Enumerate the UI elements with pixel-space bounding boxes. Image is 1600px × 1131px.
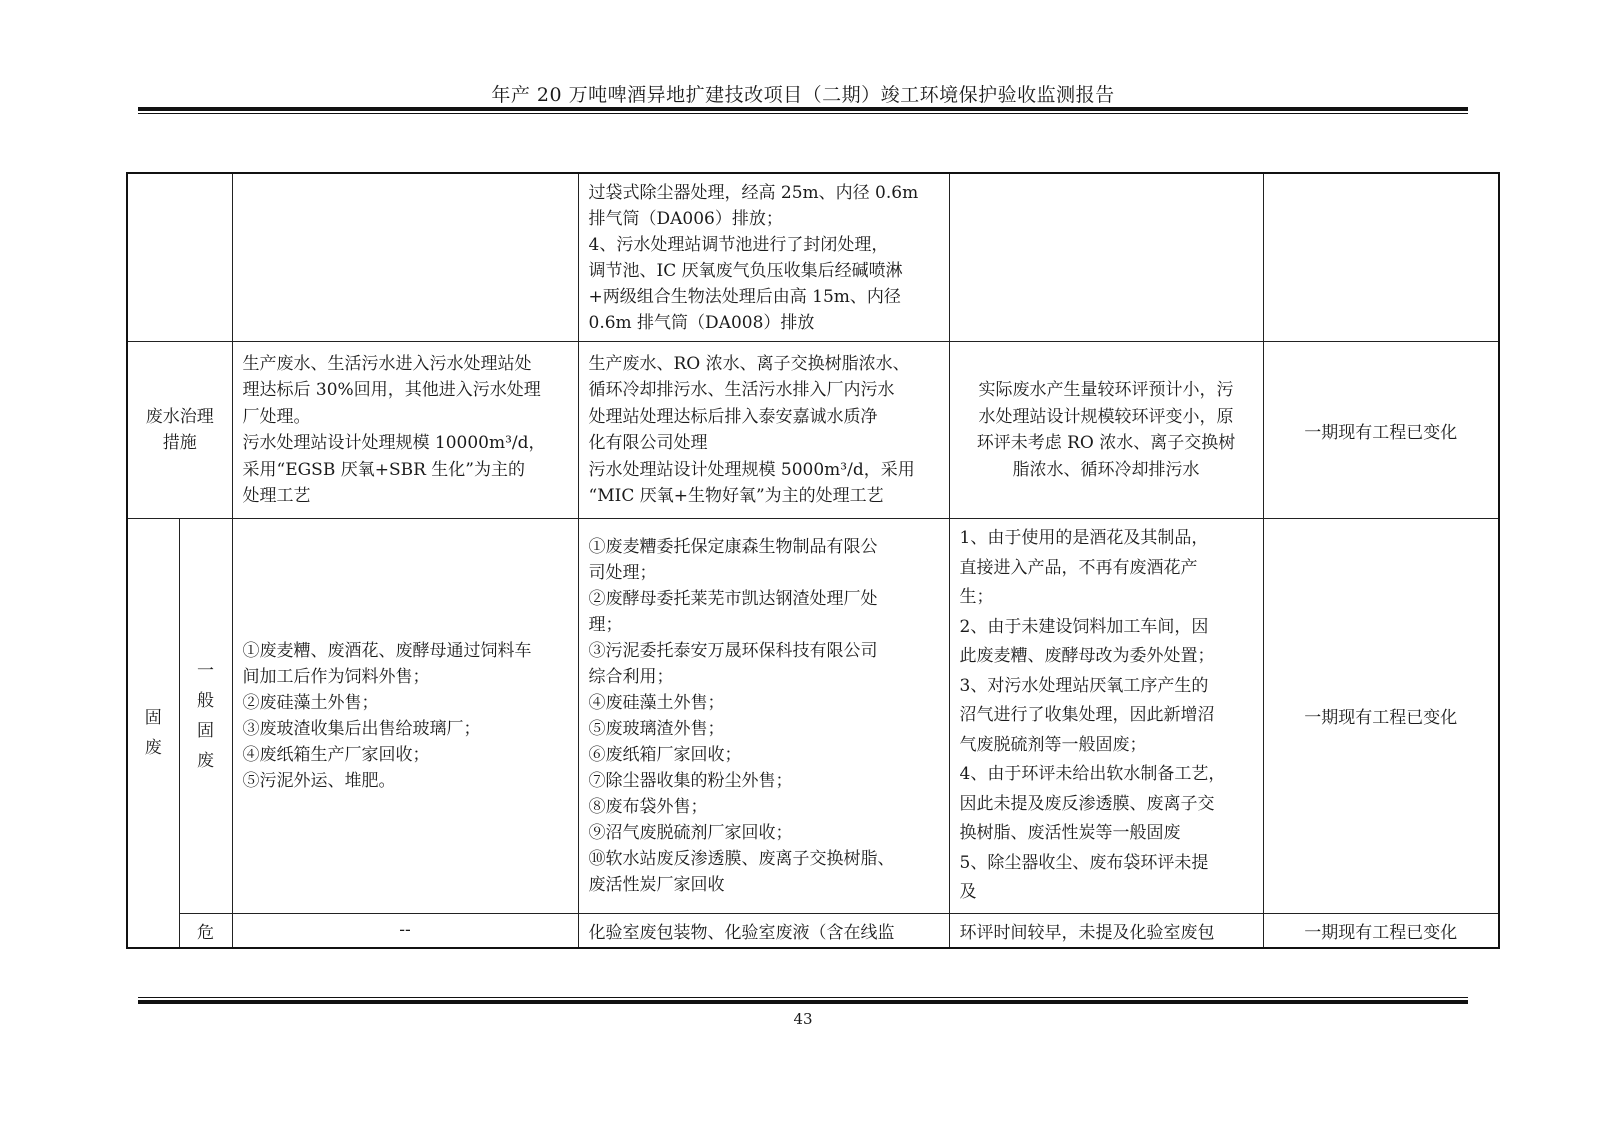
- subcategory-cell: 危: [179, 913, 232, 948]
- category-cell: 固 废: [127, 519, 179, 948]
- header-rule-thin: [138, 113, 1468, 114]
- subcategory-cell: 一 般 固 废: [179, 519, 232, 914]
- conclusion-cell: 一期现有工程已变化: [1263, 342, 1499, 519]
- change-cell: 环评时间较早，未提及化验室废包: [949, 913, 1263, 948]
- actual-lines: 过袋式除尘器处理，经高 25m、内径 0.6m 排气筒（DA006）排放； 4、污水处理站调节池进行了封闭处理， 调节池、IC 厌氧废气负压收集后经碱喷淋 +两级组合生物法处理后由高 15m、内径 0.6m 排气筒（DA008）排放: [588, 182, 919, 333]
- change-cell: 1、由于使用的是酒花及其制品， 直接进入产品，不再有废酒花产 生； 2、由于未建设饲料加工车间，因 此废麦糟、废酵母改为委外处置； 3、对污水处理站厌氧工序产生的 沼气进行了收集处理，因此新增沼 气废脱硫剂等一般固废； 4、由于环评未给出软水制备工艺， 因此未提及废反渗透膜、废离子交 换树脂、废活性炭等一般固废 5、除尘器收尘、废布袋环评未提 及: [949, 519, 1263, 914]
- actual-cell: ①废麦糟委托保定康森生物制品有限公 司处理； ②废酵母委托莱芜市凯达钢渣处理厂处 理； ③污泥委托泰安万晟环保科技有限公司 综合利用； ④废硅藻土外售； ⑤废玻璃渣外售； ⑥废纸箱厂家回收； ⑦除尘器收集的粉尘外售； ⑧废布袋外售； ⑨沼气废脱硫剂厂家回收； ⑩软水站废反渗透膜、废离子交换树脂、 废活性炭厂家回收: [578, 519, 949, 914]
- eia-cell-empty: [232, 173, 578, 342]
- table-row-solid-general: [127, 519, 1499, 914]
- table-row-wastewater: [127, 342, 1499, 519]
- eia-cell: --: [232, 913, 578, 948]
- actual-cell: 化验室废包装物、化验室废液（含在线监: [578, 913, 949, 948]
- footer-rule-thick: [138, 1000, 1468, 1004]
- actual-cell: [578, 173, 949, 342]
- eia-cell: 生产废水、生活污水进入污水处理站处 理达标后 30%回用，其他进入污水处理 厂处理。 污水处理站设计处理规模 10000m³/d， 采用“EGSB 厌氧+SBR 生化”为主的 处理工艺: [232, 342, 578, 519]
- conclusion-cell: 一期现有工程已变化: [1263, 519, 1499, 914]
- actual-cell: 生产废水、RO 浓水、离子交换树脂浓水、 循环冷却排污水、生活污水排入厂内污水 处理站处理达标后排入泰安嘉诚水质净 化有限公司处理 污水处理站设计处理规模 5000m³/d，采用 “MIC 厌氧+生物好氧”为主的处理工艺: [578, 342, 949, 519]
- change-cell: 实际废水产生量较环评预计小，污 水处理站设计规模较环评变小，原 环评未考虑 RO 浓水、离子交换树 脂浓水、循环冷却排污水: [949, 342, 1263, 519]
- page-number: 43: [793, 1010, 813, 1028]
- report-header-title: 年产 20 万吨啤酒异地扩建技改项目（二期）竣工环境保护验收监测报告: [491, 84, 1115, 106]
- category-cell: 废水治理 措施: [127, 342, 232, 519]
- table-row-continuation: [127, 173, 1499, 342]
- comparison-table: [126, 172, 1500, 949]
- conclusion-cell-empty: [1263, 173, 1499, 342]
- header-rule-thick: [138, 107, 1468, 111]
- eia-cell: ①废麦糟、废酒花、废酵母通过饲料车 间加工后作为饲料外售； ②废硅藻土外售； ③废玻渣收集后出售给玻璃厂； ④废纸箱生产厂家回收； ⑤污泥外运、堆肥。: [232, 519, 578, 914]
- conclusion-cell: 一期现有工程已变化: [1263, 913, 1499, 948]
- category-cell-empty: [127, 173, 232, 342]
- change-cell-empty: [949, 173, 1263, 342]
- footer-rule-thin: [138, 997, 1468, 998]
- table-row-solid-hazardous: [127, 913, 1499, 948]
